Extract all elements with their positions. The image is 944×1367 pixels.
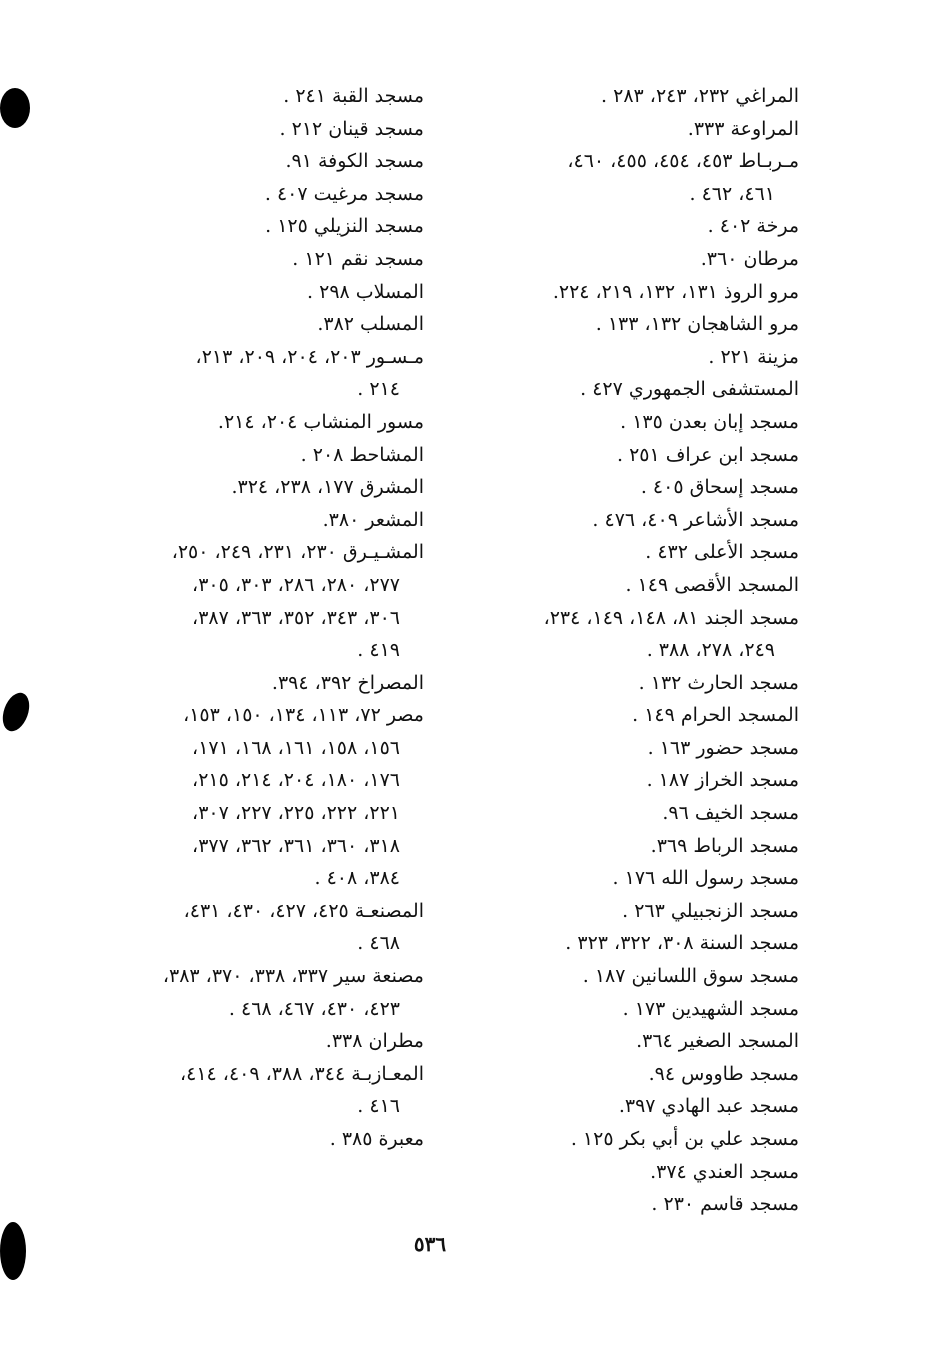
index-entry-line: المشاحط ٢٠٨ .	[300, 443, 424, 466]
index-entry-line: مسجد الأعلى ٤٣٢ .	[645, 541, 799, 564]
index-entry-line: مسجد إبان بعدن ١٣٥ .	[620, 410, 799, 433]
index-entry	[104, 699, 424, 895]
index-entry-line: مصنعة سير ٣٣٧، ٣٣٨، ٣٧٠، ٣٨٣،	[162, 965, 424, 988]
index-entry-line: معبرة ٣٨٥ .	[329, 1128, 424, 1150]
index-entry	[104, 80, 424, 113]
index-entry-line: مسجد إسحاق ٤٠٥ .	[640, 476, 799, 499]
index-entry	[104, 504, 424, 537]
index-entry	[104, 178, 424, 211]
index-entry-line: مسجد الخيف ٩٦.	[662, 802, 799, 825]
index-entry	[469, 276, 799, 309]
index-entry-continuation: ٢٧٧، ٢٨٠، ٢٨٦، ٣٠٣، ٣٠٥،	[192, 573, 400, 596]
index-entry-continuation: ٣٠٦، ٣٤٣، ٣٥٢، ٣٦٣، ٣٨٧،	[192, 606, 400, 629]
index-entry	[104, 145, 424, 178]
index-entry-line: مرخة ٤٠٢ .	[707, 215, 799, 238]
index-entry-line: المشـيـرق ٢٣٠، ٢٣١، ٢٤٩، ٢٥٠،	[171, 541, 424, 564]
index-entry	[469, 373, 799, 406]
index-entry	[469, 862, 799, 895]
index-entry-continuation: ٣٨٤، ٤٠٨ .	[314, 867, 400, 890]
index-entry-line: مسجد القبة ٢٤١ .	[283, 85, 424, 107]
index-entry	[469, 927, 799, 960]
index-entry-continuation: ١٧٦، ١٨٠، ٢٠٤، ٢١٤، ٢١٥،	[192, 769, 400, 792]
index-entry	[469, 145, 799, 210]
index-entry	[469, 504, 799, 537]
index-entry-line: المسجد الحرام ١٤٩ .	[632, 704, 799, 727]
index-entry	[469, 1025, 799, 1058]
index-entry-line: المسلاب ٢٩٨ .	[307, 280, 424, 303]
index-entry	[469, 406, 799, 439]
index-entry	[469, 960, 799, 993]
index-entry	[469, 797, 799, 830]
index-entry	[104, 1058, 424, 1123]
index-entry-line: مسجد الخراز ١٨٧ .	[646, 769, 799, 792]
index-entry-line: المسجد الصغير ٣٦٤.	[636, 1030, 799, 1053]
index-entry	[469, 732, 799, 765]
index-entry-line: مسجد الزنجبيلي ٢٦٣ .	[622, 899, 799, 922]
index-entry	[469, 80, 799, 113]
index-entry	[469, 1123, 799, 1156]
index-entry	[469, 895, 799, 928]
index-entry	[469, 471, 799, 504]
index-entry-continuation: ٤٢٣، ٤٣٠، ٤٦٧، ٤٦٨ .	[228, 997, 400, 1020]
index-entry-line: المعـازبـة ٣٤٤، ٣٨٨، ٤٠٩، ٤١٤،	[180, 1062, 424, 1085]
index-entry	[469, 667, 799, 700]
index-entry-line: مسجد علي بن أبي بكر ١٢٥ .	[570, 1128, 799, 1150]
index-entry	[469, 1188, 799, 1221]
index-entry-line: مسجد الشهيدين ١٧٣ .	[622, 997, 799, 1020]
page-number: ٥٣٦	[413, 1232, 447, 1256]
index-entry	[469, 243, 799, 276]
index-entry	[469, 699, 799, 732]
index-entry	[104, 471, 424, 504]
index-entry-continuation: ٤١٩ .	[357, 639, 400, 662]
index-entry	[469, 830, 799, 863]
index-entry-line: مسجد مرغيت ٤٠٧ .	[264, 182, 424, 205]
margin-ink-blot	[0, 689, 34, 735]
index-entry	[104, 536, 424, 666]
index-entry	[104, 895, 424, 960]
index-entry-line: المشرق ١٧٧، ٢٣٨، ٣٢٤.	[231, 476, 424, 499]
index-entry	[104, 667, 424, 700]
index-entry-line: مسجد الأشاعر ٤٠٩، ٤٧٦ .	[592, 508, 799, 531]
index-entry-line: مسجد قاسم ٢٣٠ .	[651, 1193, 799, 1216]
index-entry-continuation: ٤٦١، ٤٦٢ .	[689, 182, 775, 205]
index-entry-continuation: ٢٢١، ٢٢٢، ٢٢٥، ٢٢٧، ٣٠٧،	[192, 802, 400, 825]
index-entry	[469, 536, 799, 569]
index-entry	[469, 602, 799, 667]
index-entry-line: مسجد الكوفة ٩١.	[285, 150, 424, 173]
index-entry	[469, 308, 799, 341]
index-entry	[104, 406, 424, 439]
index-entry-line: مطران ٣٣٨.	[325, 1030, 424, 1053]
index-entry-line: المراغي ٢٣٢، ٢٤٣، ٢٨٣ .	[601, 85, 799, 107]
index-entry	[469, 1090, 799, 1123]
index-entry-line: المشعر ٣٨٠.	[322, 508, 424, 531]
index-entry	[104, 1123, 424, 1156]
index-entry-continuation: ٣١٨، ٣٦٠، ٣٦١، ٣٦٢، ٣٧٧،	[192, 834, 400, 857]
index-entry-continuation: ٢١٤ .	[357, 378, 400, 401]
index-entry	[469, 764, 799, 797]
index-entry-line: المسجد الأقصى ١٤٩ .	[625, 573, 799, 596]
index-entry-line: مسجد طاووس ٩٤.	[648, 1062, 799, 1085]
index-entry-line: المسلب ٣٨٢.	[317, 313, 424, 336]
index-entry	[104, 341, 424, 406]
index-entry-line: مسجد الرباط ٣٦٩.	[650, 834, 799, 857]
index-entry-line: مسجد العندي ٣٧٤.	[650, 1160, 799, 1183]
index-entry-line: المستشفى الجمهوري ٤٢٧ .	[580, 378, 799, 401]
index-entry	[104, 1025, 424, 1058]
index-entry-line: مسجد النزيلي ١٢٥ .	[265, 215, 424, 238]
index-entry-line: مـسـور ٢٠٣، ٢٠٤، ٢٠٩، ٢١٣،	[195, 345, 424, 368]
index-entry-line: مرو الروذ ١٣١، ١٣٢، ٢١٩، ٢٢٤.	[552, 280, 799, 303]
index-entry-line: مسجد عبد الهادي ٣٩٧.	[618, 1095, 799, 1118]
index-entry-line: المصنعـة ٤٢٥، ٤٢٧، ٤٣٠، ٤٣١،	[183, 899, 424, 922]
index-entry-line: المصراخ ٣٩٢، ٣٩٤.	[271, 671, 424, 694]
index-entry-line: مسجد نقم ١٢١ .	[292, 247, 424, 270]
index-entry	[469, 113, 799, 146]
index-entry	[104, 439, 424, 472]
index-entry	[104, 276, 424, 309]
index-entry-line: مسجد الجند ٨١، ١٤٨، ١٤٩، ٢٣٤،	[543, 606, 799, 629]
index-entry	[104, 308, 424, 341]
index-entry-line: مرطان ٣٦٠.	[700, 247, 799, 270]
index-entry-line: مـربـاط ٤٥٣، ٤٥٤، ٤٥٥، ٤٦٠،	[567, 150, 799, 173]
index-entry	[104, 210, 424, 243]
index-entry-continuation: ٤٦٨ .	[357, 932, 400, 955]
index-entry	[104, 113, 424, 146]
index-entry	[469, 993, 799, 1026]
index-entry-line: مسجد السنة ٣٠٨، ٣٢٢، ٣٢٣ .	[565, 932, 799, 955]
index-entry	[104, 960, 424, 1025]
index-column-left	[104, 80, 424, 1156]
index-entry-continuation: ٢٤٩، ٢٧٨، ٣٨٨ .	[646, 639, 775, 662]
margin-ink-blot	[0, 88, 30, 128]
index-entry	[469, 569, 799, 602]
index-entry-line: مسجد رسول الله ١٧٦ .	[612, 867, 799, 890]
index-entry-line: مصر ٧٢، ١١٣، ١٣٤، ١٥٠، ١٥٣،	[183, 704, 424, 727]
index-entry	[469, 1156, 799, 1189]
index-entry-continuation: ٤١٦ .	[357, 1095, 400, 1118]
index-entry-line: مسجد سوق اللسانين ١٨٧ .	[582, 965, 799, 988]
index-entry-line: مسجد قينان ٢١٢ .	[279, 117, 424, 140]
index-entry	[469, 439, 799, 472]
index-entry-line: مسجد ابن عراف ٢٥١ .	[616, 443, 799, 466]
index-entry-line: مسجد الحارث ١٣٢ .	[638, 671, 799, 694]
index-entry-line: مزينة ٢٢١ .	[708, 345, 799, 368]
index-entry-line: مرو الشاهجان ١٣٢، ١٣٣ .	[595, 313, 799, 336]
index-column-right	[469, 80, 799, 1221]
index-entry	[104, 243, 424, 276]
index-entry	[469, 341, 799, 374]
index-entry-line: مسجد حضور ١٦٣ .	[647, 736, 799, 759]
index-entry-line: مسور المنشاب ٢٠٤، ٢١٤.	[217, 410, 424, 433]
index-entry-line: المراوعة ٣٣٣.	[687, 117, 799, 140]
index-entry	[469, 210, 799, 243]
index-entry	[469, 1058, 799, 1091]
index-entry-continuation: ١٥٦، ١٥٨، ١٦١، ١٦٨، ١٧١،	[192, 736, 400, 759]
